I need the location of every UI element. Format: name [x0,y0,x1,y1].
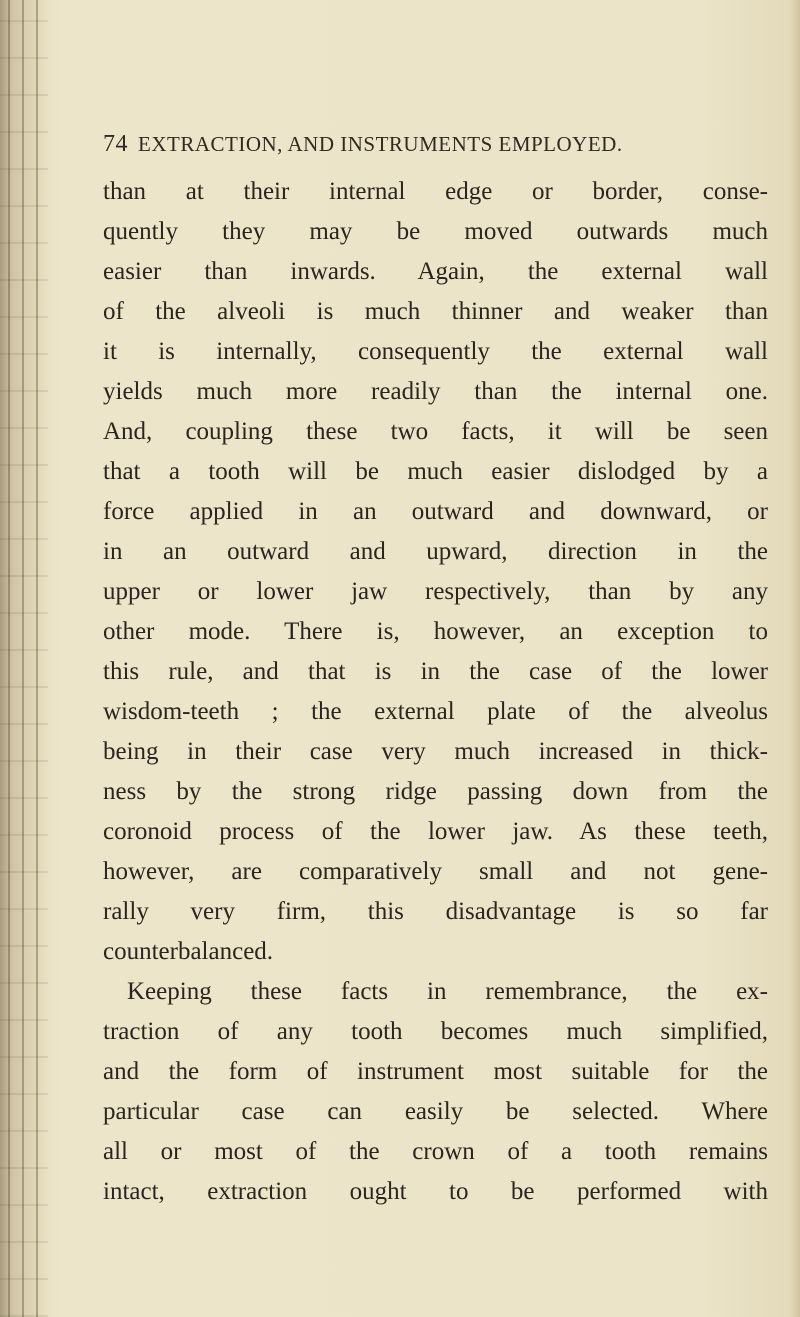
text-line: that a tooth will be much easier dislodged by a [103,458,768,485]
text-line: all or most of the crown of a tooth remains [103,1138,768,1165]
text-line: particular case can easily be selected. Where [103,1098,768,1125]
text-line: in an outward and upward, direction in the [103,538,768,565]
paragraph-start-line: Keeping these facts in remembrance, the ex- [127,978,768,1005]
page-number: 74 [103,131,128,157]
text-line: of the alveoli is much thinner and weaker than [103,298,768,325]
text-line: coronoid process of the lower jaw. As these teeth, [103,818,768,845]
text-line: than at their internal edge or border, conse- [103,178,768,205]
text-line: yields much more readily than the internal one. [103,378,768,405]
text-line: force applied in an outward and downward, or [103,498,768,525]
running-header [103,131,763,165]
text-line: and the form of instrument most suitable for the [103,1058,768,1085]
text-line: wisdom-teeth ; the external plate of the alveolus [103,698,768,725]
text-line: other mode. There is, however, an exception to [103,618,768,645]
text-line: however, are comparatively small and not gene- [103,858,768,885]
text-line: it is internally, consequently the external wall [103,338,768,365]
running-title: EXTRACTION, AND INSTRUMENTS EMPLOYED. [138,132,623,156]
gutter-line [8,0,10,1317]
text-line: rally very firm, this disadvantage is so far [103,898,768,925]
text-line: quently they may be moved outwards much [103,218,768,245]
text-line: traction of any tooth becomes much simplified, [103,1018,768,1045]
text-line: easier than inwards. Again, the external wall [103,258,768,285]
text-line: this rule, and that is in the case of the lower [103,658,768,685]
gutter-line [22,0,24,1317]
text-line: being in their case very much increased in thick- [103,738,768,765]
gutter-line [36,0,38,1317]
text-line: And, coupling these two facts, it will be seen [103,418,768,445]
binding-gutter [0,0,48,1317]
body-text [103,172,768,1212]
text-line: ness by the strong ridge passing down from the [103,778,768,805]
text-line: upper or lower jaw respectively, than by any [103,578,768,605]
text-line: intact, extraction ought to be performed with [103,1178,768,1205]
text-line: counterbalanced. [103,938,274,965]
